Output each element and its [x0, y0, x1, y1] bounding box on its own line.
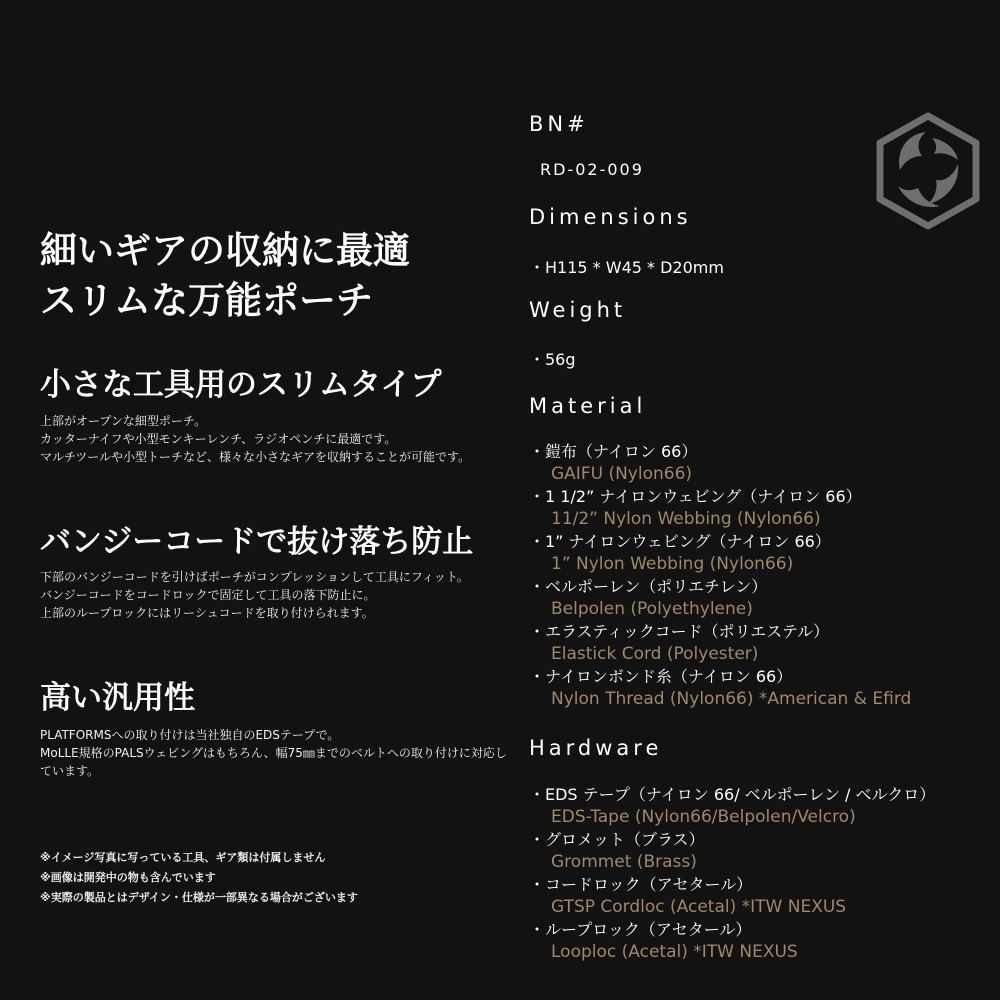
hexagon-emblem-icon	[876, 112, 980, 230]
hardware-list	[529, 784, 999, 964]
section-text: MoLLE規格のPALSウェビングはもちろん、幅75㎜までのベルトへの取り付けに対応しています。	[40, 746, 507, 778]
note-item: ※実際の製品とはデザイン・仕様が一部異なる場合がございます	[40, 891, 358, 904]
material-en: Elastick Cord (Polyester)	[551, 644, 759, 664]
section-text: 上部がオープンな細型ポーチ。	[40, 414, 207, 428]
material-jp: ・ベルポーレン（ポリエチレン）	[529, 577, 768, 596]
material-en: Belpolen (Polyethylene)	[551, 599, 753, 619]
material-jp: ・鎧布（ナイロン 66）	[529, 442, 698, 461]
bn-label: BN#	[529, 112, 589, 136]
hardware-item	[529, 829, 999, 874]
bn-value: RD-02-009	[540, 160, 644, 179]
material-item	[529, 576, 999, 621]
material-jp: ・1” ナイロンウェビング（ナイロン 66）	[529, 532, 831, 551]
hardware-jp: ・EDS テープ（ナイロン 66/ ベルポーレン / ベルクロ）	[529, 785, 936, 804]
section-text: 下部のバンジーコードを引けばポーチがコンプレッションして工具にフィット。	[40, 570, 469, 584]
section-body-bungee	[40, 568, 510, 622]
material-en: 1” Nylon Webbing (Nylon66)	[551, 554, 794, 574]
hero-line-1: 細いギアの収納に最適	[40, 229, 410, 272]
material-jp: ・1 1/2” ナイロンウェビング（ナイロン 66）	[529, 487, 862, 506]
note-item: ※画像は開発中の物も含んでいます	[40, 871, 216, 884]
hero-heading	[40, 226, 410, 326]
section-title-versatility: 高い汎用性	[40, 680, 195, 716]
material-en: Nylon Thread (Nylon66) *American & Efird	[551, 689, 912, 709]
material-en: 11/2” Nylon Webbing (Nylon66)	[551, 509, 821, 529]
material-item	[529, 441, 999, 486]
hardware-jp: ・コードロック（アセタール）	[529, 875, 753, 894]
material-en: GAIFU (Nylon66)	[551, 464, 693, 484]
dimensions-value: ・H115 * W45 * D20mm	[529, 258, 724, 277]
hardware-item	[529, 874, 999, 919]
hardware-jp: ・ループロック（アセタール）	[529, 920, 752, 939]
weight-label: Weight	[529, 298, 627, 322]
hardware-en: EDS-Tape (Nylon66/Belpolen/Velcro)	[551, 807, 856, 827]
section-text: PLATFORMSへの取り付けは当社独自のEDSテープで。	[40, 728, 340, 742]
hero-line-2: スリムな万能ポーチ	[40, 279, 373, 322]
hardware-en: GTSP Cordloc (Acetal) *ITW NEXUS	[551, 897, 847, 917]
material-item	[529, 666, 999, 711]
section-text: カッターナイフや小型モンキーレンチ、ラジオペンチに最適です。	[40, 432, 397, 446]
hardware-jp: ・グロメット（ブラス）	[529, 830, 705, 849]
section-body-slim	[40, 412, 510, 466]
section-body-versatility	[40, 726, 510, 780]
hardware-item	[529, 919, 999, 964]
section-title-slim: 小さな工具用のスリムタイプ	[40, 367, 442, 403]
material-item	[529, 531, 999, 576]
hardware-item	[529, 784, 999, 829]
section-text: マルチツールや小型トーチなど、様々な小さなギアを収納することが可能です。	[40, 450, 471, 464]
hardware-label: Hardware	[529, 736, 663, 760]
section-text: バンジーコードをコードロックで固定して工具の落下防止に。	[40, 588, 376, 602]
weight-value: ・56g	[529, 350, 576, 369]
note-item: ※イメージ写真に写っている工具、ギア類は付属しません	[40, 851, 326, 864]
hardware-en: Looploc (Acetal) *ITW NEXUS	[551, 942, 798, 962]
material-item	[529, 621, 999, 666]
dimensions-label: Dimensions	[529, 205, 692, 229]
material-jp: ・ナイロンボンド糸（ナイロン 66）	[529, 667, 793, 686]
hardware-en: Grommet (Brass)	[551, 852, 697, 872]
section-text: 上部のループロックにはリーシュコードを取り付けられます。	[40, 606, 374, 620]
material-jp: ・エラスティックコード（ポリエステル）	[529, 622, 830, 641]
disclaimer-notes	[40, 848, 358, 908]
material-item	[529, 486, 999, 531]
material-list	[529, 441, 999, 711]
material-label: Material	[529, 394, 647, 418]
section-title-bungee: バンジーコードで抜け落ち防止	[40, 524, 474, 560]
